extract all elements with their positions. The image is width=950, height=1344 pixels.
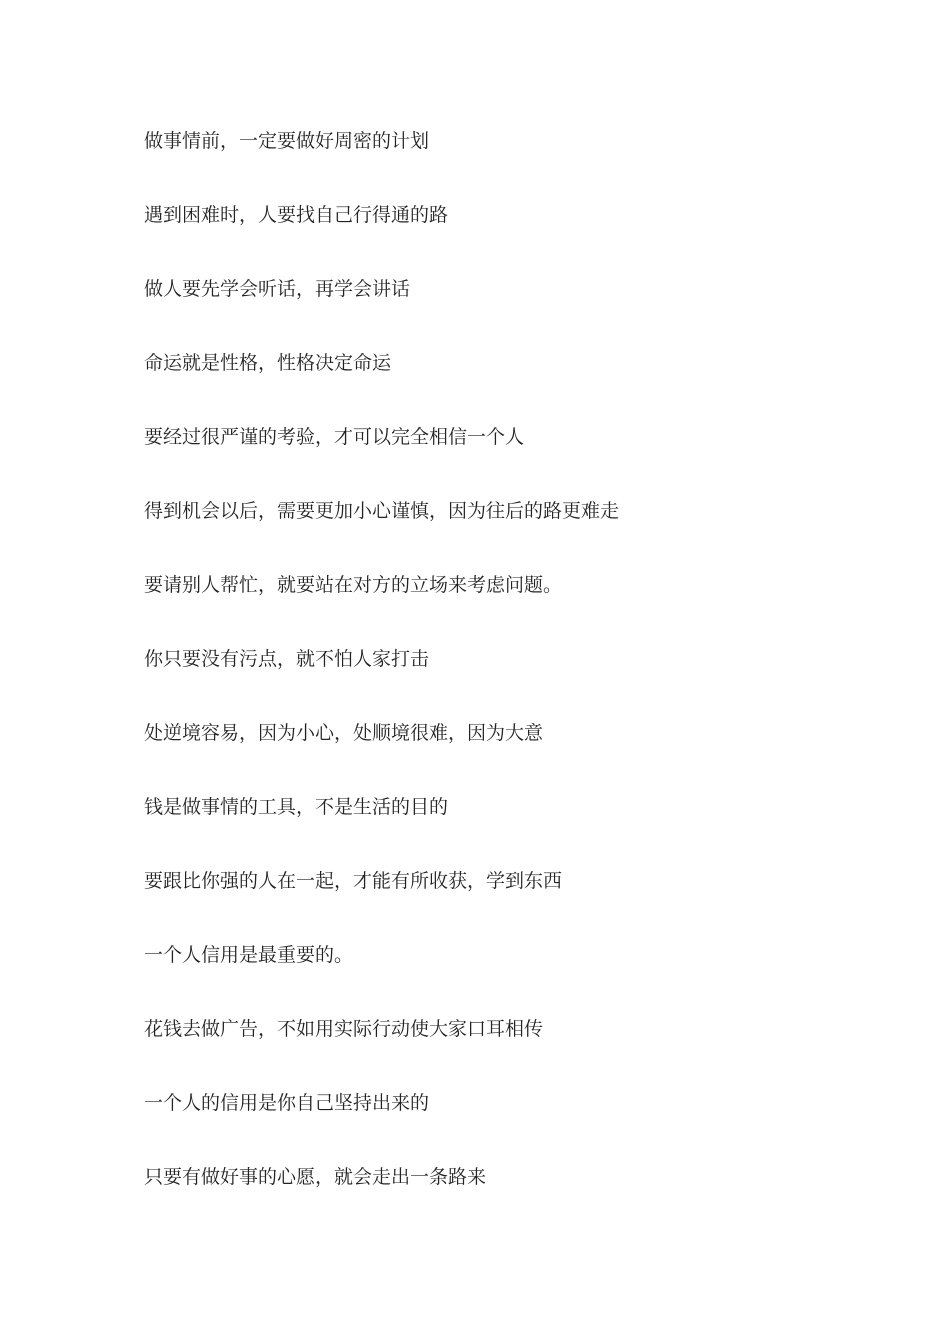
quote-line: 一个人的信用是你自己坚持出来的: [144, 1092, 430, 1114]
quote-line: 只要有做好事的心愿，就会走出一条路来: [144, 1166, 487, 1188]
quote-line: 你只要没有污点，就不怕人家打击: [144, 648, 430, 670]
quote-line: 做事情前，一定要做好周密的计划: [144, 130, 430, 152]
quote-line: 钱是做事情的工具，不是生活的目的: [144, 796, 449, 818]
quote-line: 遇到困难时，人要找自己行得通的路: [144, 204, 449, 226]
quote-line: 花钱去做广告，不如用实际行动使大家口耳相传: [144, 1018, 544, 1040]
quote-list: [144, 128, 619, 1238]
quote-line: 得到机会以后，需要更加小心谨慎，因为往后的路更难走: [144, 500, 620, 522]
quote-line: 要跟比你强的人在一起，才能有所收获，学到东西: [144, 870, 563, 892]
quote-line: 做人要先学会听话，再学会讲话: [144, 278, 411, 300]
quote-line: 要经过很严谨的考验，才可以完全相信一个人: [144, 426, 525, 448]
quote-line: 要请别人帮忙，就要站在对方的立场来考虑问题。: [144, 574, 563, 596]
quote-line: 命运就是性格，性格决定命运: [144, 352, 392, 374]
quote-line: 一个人信用是最重要的。: [144, 944, 354, 966]
quote-line: 处逆境容易，因为小心，处顺境很难，因为大意: [144, 722, 544, 744]
